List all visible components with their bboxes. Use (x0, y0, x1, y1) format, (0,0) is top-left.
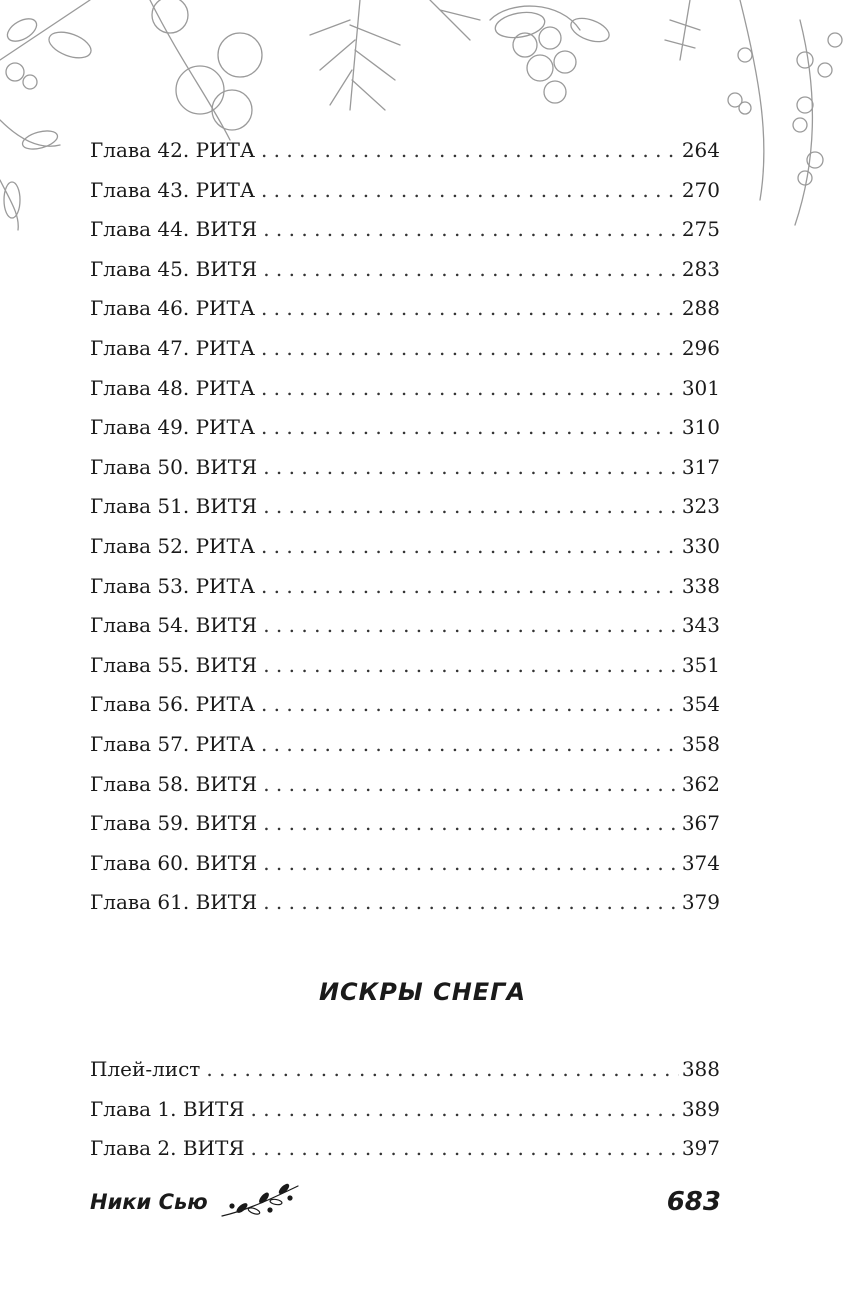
toc-entry-page: 338 (681, 573, 720, 598)
dot-leader (263, 765, 679, 805)
dot-leader (250, 1090, 678, 1130)
dot-leader (263, 606, 679, 646)
dot-leader (261, 408, 679, 448)
dot-leader (261, 369, 679, 409)
toc-entry-label: Глава 53. РИТА (90, 573, 255, 598)
dot-leader (261, 567, 679, 607)
toc-entry (90, 725, 720, 765)
toc-entry-label: Глава 51. ВИТЯ (90, 494, 258, 519)
toc-entry (90, 1090, 720, 1130)
toc-entry-label: Глава 59. ВИТЯ (90, 811, 258, 836)
toc-entry-page: 330 (681, 533, 720, 558)
toc-entry-label: Глава 48. РИТА (90, 375, 255, 400)
toc-entry (90, 606, 720, 646)
toc-entry (90, 329, 720, 369)
toc-entry (90, 844, 720, 884)
toc-entry-page: 288 (681, 296, 720, 321)
toc-entry-page: 388 (681, 1057, 720, 1081)
toc-entry-label: Глава 54. ВИТЯ (90, 613, 258, 638)
toc-entry-page: 317 (681, 454, 720, 479)
dot-leader (261, 527, 679, 567)
dot-leader (261, 289, 679, 329)
toc-entry-label: Глава 60. ВИТЯ (90, 850, 258, 875)
dot-leader (263, 804, 679, 844)
dot-leader (261, 329, 679, 369)
dot-leader (263, 883, 679, 923)
toc-entry-label: Глава 2. ВИТЯ (90, 1136, 245, 1161)
toc-entry (90, 408, 720, 448)
toc-entry-page: 397 (681, 1136, 720, 1161)
toc-entry-page: 354 (681, 692, 720, 717)
toc-entry (90, 289, 720, 329)
section-title: ИСКРЫ СНЕГА (318, 978, 527, 1006)
toc-entry-page: 362 (681, 771, 720, 796)
toc-entry-label: Глава 58. ВИТЯ (90, 771, 258, 796)
toc-entry-label: Глава 49. РИТА (90, 415, 255, 440)
toc-entry (90, 527, 720, 567)
sprig-ornament-icon (218, 1180, 302, 1222)
toc-list-main (90, 131, 720, 923)
toc-entry-label: Глава 52. РИТА (90, 533, 255, 558)
toc-entry (90, 210, 720, 250)
toc-entry (90, 685, 720, 725)
toc-entry-page: 264 (681, 138, 720, 162)
toc-entry-page: 323 (681, 494, 720, 519)
toc-entry-page: 358 (681, 731, 720, 756)
toc-entry-page: 379 (681, 890, 720, 915)
toc-entry-page: 374 (681, 850, 720, 875)
toc-entry-page: 343 (681, 613, 720, 638)
author-name: Ники Сью (90, 1190, 208, 1214)
toc-entry-page: 275 (681, 217, 720, 242)
toc-entry-label: Глава 56. РИТА (90, 692, 255, 717)
toc-entry (90, 131, 720, 171)
toc-entry-label: Глава 43. РИТА (90, 177, 255, 202)
toc-list-section (90, 1050, 720, 1169)
toc-entry-label: Глава 50. ВИТЯ (90, 454, 258, 479)
toc-entry-page: 296 (681, 335, 720, 360)
toc-entry (90, 567, 720, 607)
dot-leader (261, 131, 679, 171)
toc-entry (90, 646, 720, 686)
toc-entry-page: 283 (681, 256, 720, 281)
toc-entry-label: Глава 47. РИТА (90, 335, 255, 360)
toc-entry (90, 369, 720, 409)
toc-entry-label: Глава 57. РИТА (90, 731, 255, 756)
dot-leader (263, 448, 679, 488)
toc-entry (90, 1050, 720, 1090)
toc-entry-label: Глава 55. ВИТЯ (90, 652, 258, 677)
dot-leader (263, 646, 679, 686)
toc-entry-label: Глава 46. РИТА (90, 296, 255, 321)
toc-entry (90, 448, 720, 488)
dot-leader (263, 250, 679, 290)
toc-entry (90, 487, 720, 527)
page-number: 683 (666, 1187, 721, 1217)
toc-entry-label: Глава 44. ВИТЯ (90, 217, 258, 242)
toc-entry (90, 171, 720, 211)
toc-entry-label: Плей-лист (90, 1057, 201, 1081)
toc-entry (90, 1129, 720, 1169)
toc-entry-page: 367 (681, 811, 720, 836)
toc-entry-page: 389 (681, 1096, 720, 1121)
dot-leader (261, 685, 679, 725)
dot-leader (206, 1050, 678, 1090)
toc-entry-label: Глава 42. РИТА (90, 138, 255, 162)
toc-entry (90, 250, 720, 290)
dot-leader (250, 1129, 678, 1169)
dot-leader (261, 725, 679, 765)
toc-entry-page: 351 (681, 652, 720, 677)
dot-leader (261, 171, 679, 211)
toc-entry-label: Глава 1. ВИТЯ (90, 1096, 245, 1121)
dot-leader (263, 487, 679, 527)
toc-entry-page: 301 (681, 375, 720, 400)
toc-entry (90, 765, 720, 805)
toc-entry-page: 310 (681, 415, 720, 440)
toc-entry-label: Глава 61. ВИТЯ (90, 890, 258, 915)
dot-leader (263, 844, 679, 884)
dot-leader (263, 210, 679, 250)
toc-entry (90, 804, 720, 844)
toc-entry-label: Глава 45. ВИТЯ (90, 256, 258, 281)
toc-entry (90, 883, 720, 923)
toc-entry-page: 270 (681, 177, 720, 202)
